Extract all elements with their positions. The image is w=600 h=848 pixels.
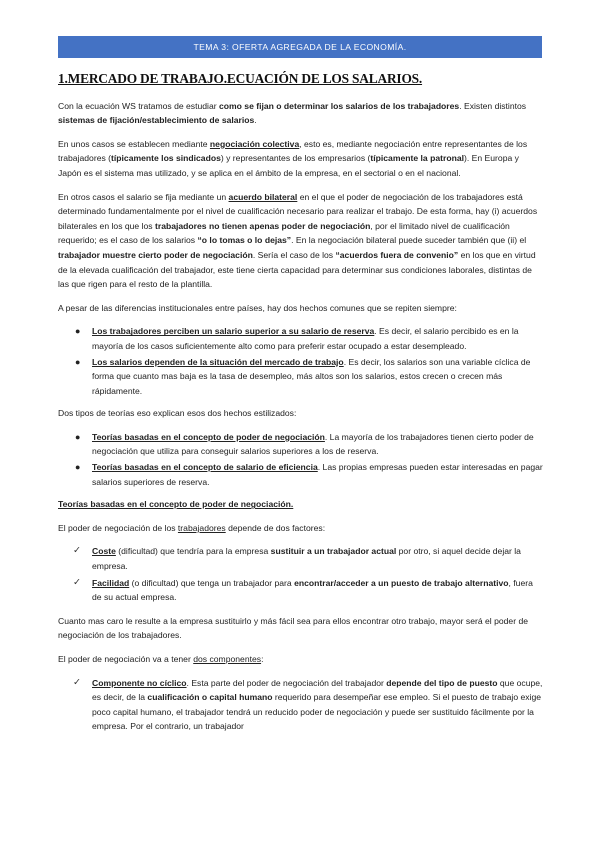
paragraph-common-facts: A pesar de las diferencias institucionales entre países, hay dos hechos comunes que se repiten siempre: bbox=[58, 302, 457, 313]
paragraph-bilateral-agreement: En otros casos el salario se fija mediante un acuerdo bilateral en el que el poder de negociación de los trabajadores está determinado fundamentalmente por el nivel de cualificación necesario para realizar el trabajo. De esta forma, hay (i) acuerdos bilaterales en los que los trabajadores no tienen apenas poder de negociación, por el limitado nivel de cualificación requerido; es el caso de los salarios “o lo tomas o lo dejas”. En la negociación bilateral puede suceder también que (ii) el trabajador muestre cierto poder de negociación. Sería el caso de los “acuerdos fuera de convenio” en los que en virtud de la elevada cualificación del trabajador, este tiene cierta capacidad para determinar sus condiciones laborales, distintas de las que rigen para el resto de la plantilla. bbox=[58, 191, 538, 290]
list-item: ✓ Coste (dificultad) que tendría para la empresa sustituir a un trabajador actual por otro, si aquel decide dejar la empresa. bbox=[73, 545, 521, 572]
list-item: ✓ Facilidad (o dificultad) que tenga un trabajador para encontrar/acceder a un puesto de trabajo alternativo, fuera de su actual empresa. bbox=[73, 576, 533, 603]
paragraph-theories: Dos tipos de teorías eso explican esos dos hechos estilizados: bbox=[58, 408, 297, 419]
bullet-icon: ● bbox=[75, 462, 81, 473]
list-item: ● Los salarios dependen de la situación del mercado de trabajo. Es decir, los salarios son una variable cíclica de forma que cuanto mas baja es la tasa de desempleo, más altos son los salarios, estos crecen o crecen más rápidamente. bbox=[75, 356, 531, 396]
components-list bbox=[58, 676, 544, 734]
facts-list bbox=[58, 324, 544, 398]
list-item: ● Teorías basadas en el concepto de poder de negociación. La mayoría de los trabajadores tienen cierto poder de negociación que utiliza para conseguir salarios superiores a los de reserva. bbox=[75, 431, 534, 457]
paragraph-bargaining-power: Cuanto mas caro le resulte a la empresa sustituirlo y más fácil sea para ellos encontrar otro trabajo, mayor será el poder de negociación de los trabajadores. bbox=[58, 615, 529, 641]
paragraph-components-intro: El poder de negociación va a tener dos componentes: bbox=[58, 654, 264, 664]
paragraph-collective-bargaining: En unos casos se establecen mediante negociación colectiva, esto es, mediante negociación entre representantes de los trabajadores (típicamente los sindicados) y representantes de los empresarios (típicamente la patronal). En Europa y Japón es el sistema mas utilizado, y se aplica en el ámbito de la empresa, en el sectorial o en el nacional. bbox=[58, 138, 528, 178]
paragraph-factors-intro: El poder de negociación de los trabajadores depende de dos factores: bbox=[58, 522, 326, 533]
factors-list bbox=[58, 544, 544, 604]
bullet-icon: ● bbox=[75, 431, 81, 442]
checkmark-icon: ✓ bbox=[73, 576, 81, 588]
section-heading: 1.MERCADO DE TRABAJO.ECUACIÓN DE LOS SALARIOS. bbox=[58, 71, 423, 86]
list-item: ● Teorías basadas en el concepto de salario de eficiencia. Las propias empresas pueden estar interesadas en pagar salarios superiores de reserva. bbox=[75, 462, 543, 487]
bullet-icon: ● bbox=[75, 326, 81, 337]
chapter-banner bbox=[58, 36, 542, 58]
document-body bbox=[58, 72, 544, 743]
list-item: ● Los trabajadores perciben un salario superior a su salario de reserva. Es decir, el salario percibido es en la mayoría de los casos suficientemente alto como para preferir estar ocupado a estar desempleado. bbox=[75, 326, 519, 351]
theories-list bbox=[58, 430, 544, 489]
list-item: ✓ Componente no cíclico. Esta parte del poder de negociación del trabajador depende del tipo de puesto que ocupe, es decir, de la cualificación o capital humano requerido para desempeñar ese empleo. Si el puesto de trabajo exige poco capital humano, el trabajador tendrá un reducido poder de negociación y puede ser sustituido fácilmente por la empresa. Por el contrario, un trabajador bbox=[73, 676, 543, 732]
bullet-icon: ● bbox=[75, 356, 81, 367]
checkmark-icon: ✓ bbox=[73, 545, 81, 557]
subsection-heading: Teorías basadas en el concepto de poder de negociación. bbox=[58, 499, 294, 510]
checkmark-icon: ✓ bbox=[73, 676, 81, 688]
chapter-title: TEMA 3: OFERTA AGREGADA DE LA ECONOMÍA. bbox=[193, 42, 407, 52]
paragraph-intro: Con la ecuación WS tratamos de estudiar como se fijan o determinar los salarios de los trabajadores. Existen distintos sistemas de fijación/establecimiento de salarios. bbox=[58, 100, 527, 126]
